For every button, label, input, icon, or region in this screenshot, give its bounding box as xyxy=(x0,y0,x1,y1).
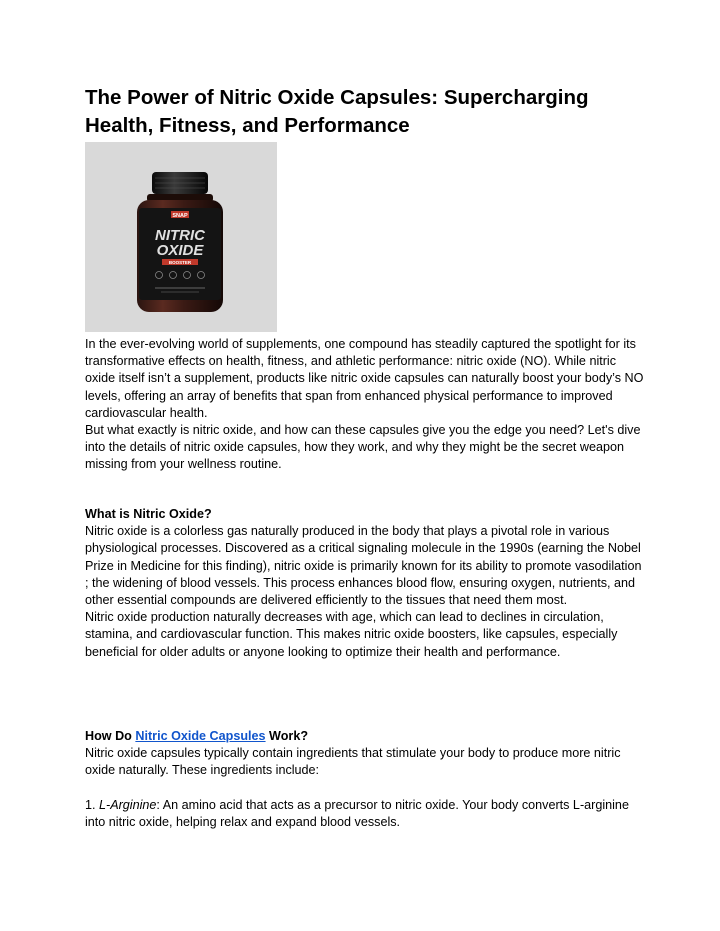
how-do-section xyxy=(85,728,645,831)
heading-suffix: Work? xyxy=(265,729,309,743)
intro-paragraph-2: But what exactly is nitric oxide, and how can these capsules give you the edge you need? Let's dive into the details of nitric oxide capsules, how they work, and why they might be the secret weapon missing from your wellness routine. xyxy=(85,423,641,472)
list-item-number: 1. xyxy=(85,797,100,812)
list-item-1 xyxy=(85,797,645,831)
product-image xyxy=(85,142,277,332)
list-item-term: L-Arginine xyxy=(99,797,157,812)
intro-section xyxy=(85,336,645,474)
bottle-brand: SNAP xyxy=(172,212,188,219)
bottle-product-sub: BOOSTER xyxy=(168,260,192,265)
section-heading-how-do xyxy=(85,728,645,745)
intro-paragraph-1: In the ever-evolving world of supplements, one compound has steadily captured the spotlight for its transformative effects on health, fitness, and athletic performance: nitric oxide (NO). While nitric oxide itself isn’t a supplement, products like nitric oxide capsules can naturally boost your body’s NO levels, offering an array of benefits that span from enhanced physical performance to improved cardiovascular health. xyxy=(85,337,644,420)
what-is-section xyxy=(85,506,645,661)
nitric-oxide-capsules-link[interactable]: Nitric Oxide Capsules xyxy=(135,729,266,743)
spacer xyxy=(85,780,645,797)
section1-paragraph-1: Nitric oxide is a colorless gas naturally produced in the body that plays a pivotal role in various physiological processes. Discovered as a critical signaling molecule in the 1990s (earning the Nobel Prize in Medicine for this finding), nitric oxide is primarily known for its ability to promote vasodilation ; the widening of blood vessels. This process enhances blood flow, ensuring oxygen, nutrients, and other essential compounds are delivered efficiently to the tissues that need them most. xyxy=(85,524,642,608)
bottle-product-line1: NITRIC xyxy=(155,227,205,244)
article-title: The Power of Nitric Oxide Capsules: Supercharging Health, Fitness, and Performance xyxy=(85,86,589,137)
section2-paragraph: Nitric oxide capsules typically contain ingredients that stimulate your body to produce more nitric oxide naturally. These ingredients include: xyxy=(85,746,621,778)
bottle-product-line2: OXIDE xyxy=(156,242,204,259)
list-item-text: : An amino acid that acts as a precursor to nitric oxide. Your body converts L-arginine into nitric oxide, helping relax and expand blood vessels. xyxy=(85,797,629,829)
section-heading-what-is: What is Nitric Oxide? xyxy=(85,507,212,521)
section1-paragraph-2: Nitric oxide production naturally decreases with age, which can lead to declines in circulation, stamina, and cardiovascular function. This makes nitric oxide boosters, like capsules, especially beneficial for older adults or anyone looking to optimize their health and performance. xyxy=(85,610,618,659)
heading-prefix: How Do xyxy=(85,729,136,743)
